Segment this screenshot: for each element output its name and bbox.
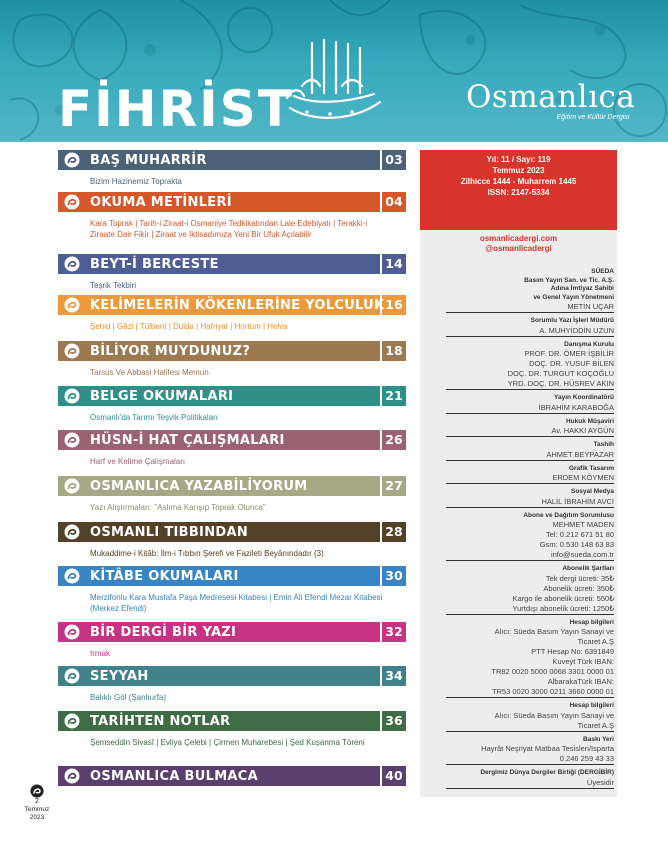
masthead-heading: Grafik Tasarım bbox=[568, 464, 614, 472]
section-title: BİR DERGİ BİR YAZI bbox=[90, 624, 237, 640]
masthead-value: İBRAHİM KARABOĞA bbox=[446, 403, 614, 414]
masthead-value: METİN UÇAR bbox=[446, 302, 614, 313]
masthead-heading: Sorumlu Yazı İşleri Müdürü bbox=[530, 317, 614, 324]
issue-number: Yıl: 11 / Sayı: 119 bbox=[486, 155, 551, 164]
magazine-logo-icon bbox=[64, 713, 80, 729]
toc-entry[interactable] bbox=[58, 386, 406, 423]
section-subtitle: Merzifonlu Kara Mustafa Paşa Medresesi Kitabesi | Emin Ali Efendi Mezar Kitabesi (Merkez Efendi) bbox=[90, 593, 383, 613]
section-subtitle: Şehid | Gâzi | Tülbent | Dulda | Hafriyat | Hortum | Helva bbox=[90, 322, 288, 331]
masthead-block bbox=[446, 736, 614, 766]
section-title: KELİMELERİN KÖKENLERİNE YOLCULUK bbox=[90, 297, 385, 313]
section-title: HÜSN-İ HAT ÇALIŞMALARI bbox=[90, 432, 285, 448]
toc-entry[interactable] bbox=[58, 476, 406, 513]
masthead-value: ERDEM KÖYMEN bbox=[446, 473, 614, 484]
toc-section-bar[interactable] bbox=[58, 192, 406, 212]
issn: ISSN: 2147-5334 bbox=[487, 188, 550, 197]
brand-name: Osmanlıca bbox=[466, 79, 636, 115]
toc-section-bar[interactable] bbox=[58, 566, 406, 586]
masthead-block bbox=[446, 512, 614, 562]
section-page-number: 03 bbox=[382, 150, 406, 170]
masthead-block bbox=[446, 702, 614, 732]
toc-entry[interactable] bbox=[58, 666, 406, 703]
website-link[interactable]: osmanlicadergi.com bbox=[479, 234, 558, 243]
section-title: OSMANLICA YAZABİLİYORUM bbox=[90, 478, 308, 494]
section-page-number: 18 bbox=[382, 341, 406, 361]
toc-entry[interactable] bbox=[58, 430, 406, 467]
masthead-value: TR53 0020 3000 0211 3660 0000 01 bbox=[446, 687, 614, 698]
section-page-number: 36 bbox=[382, 711, 406, 731]
masthead-value: PTT Hesap No: 6391849 bbox=[531, 647, 614, 656]
masthead-value: MEHMET MADEN bbox=[552, 520, 614, 529]
section-subtitle: Teşrik Tekbiri bbox=[90, 281, 137, 290]
toc-entry[interactable] bbox=[58, 711, 406, 748]
section-page-number: 16 bbox=[382, 295, 406, 315]
toc-section-bar[interactable] bbox=[58, 522, 406, 542]
masthead-value: TR82 0020 5000 0068 3301 0000 01 bbox=[491, 667, 614, 676]
masthead-value: DOÇ. DR. YUSUF BİLEN bbox=[529, 359, 614, 368]
masthead-heading: Basım Yayın San. ve Tic. A.Ş. bbox=[524, 276, 614, 284]
toc-section-bar[interactable] bbox=[58, 666, 406, 686]
section-subtitle: Kara Toprak | Tarih-i Ziraat-i Osmaniye Tedkikatından Lale Edebiyatı | Terakki-i Ziraate Dair Fikir | Ziraat ve İktisadımıza Yeni Bir Ufuk Açılabilir bbox=[90, 219, 368, 239]
toc-section-bar[interactable] bbox=[58, 766, 406, 786]
social-links bbox=[420, 230, 617, 254]
masthead-heading: Hesap bilgileri bbox=[569, 702, 614, 709]
section-subtitle: Balıklı Göl (Şanlıurfa) bbox=[90, 693, 167, 702]
toc-entry[interactable] bbox=[58, 254, 406, 291]
info-sidebar bbox=[420, 150, 617, 797]
magazine-logo-icon bbox=[64, 343, 80, 359]
section-title: BEYT-İ BERCESTE bbox=[90, 256, 219, 272]
masthead bbox=[446, 268, 614, 793]
masthead-heading: Abone ve Dağıtım Sorumlusu bbox=[523, 511, 614, 519]
masthead-heading: Hukuk Müşaviri bbox=[565, 417, 614, 425]
magazine-logo-icon bbox=[30, 784, 44, 798]
section-title: BAŞ MUHARRİR bbox=[90, 152, 207, 168]
masthead-heading: Yayın Koordinatörü bbox=[554, 394, 614, 401]
section-subtitle: Osmanlı'da Tarımı Teşvik Politikaları bbox=[90, 413, 218, 422]
toc-section-bar[interactable] bbox=[58, 622, 406, 642]
brand-logo bbox=[466, 79, 636, 121]
masthead-value: Alıcı: Süeda Basım Yayın Sanayi ve bbox=[494, 627, 614, 636]
magazine-logo-icon bbox=[64, 768, 80, 784]
section-page-number: 40 bbox=[382, 766, 406, 786]
masthead-heading: Sosyal Medya bbox=[571, 488, 614, 495]
masthead-value: 0.246 259 43 33 bbox=[446, 754, 614, 765]
masthead-value: A. MUHYİDDİN UZUN bbox=[446, 326, 614, 337]
toc-entry[interactable] bbox=[58, 150, 406, 187]
section-subtitle: Yazı Alıştırmaları: "Aslıma Karışıp Toprak Olunca" bbox=[90, 503, 266, 512]
toc-entry[interactable] bbox=[58, 522, 406, 559]
magazine-logo-icon bbox=[64, 152, 80, 168]
magazine-logo-icon bbox=[64, 256, 80, 272]
section-subtitle: Irmak bbox=[90, 649, 110, 658]
toc-section-bar[interactable] bbox=[58, 341, 406, 361]
header-banner bbox=[0, 0, 668, 142]
brand-tagline: Eğitim ve Kültür Dergisi bbox=[556, 114, 630, 121]
section-subtitle: Harf ve Kelime Çalışmaları bbox=[90, 457, 186, 466]
masthead-value: DOÇ. DR. TURGUT KOÇOĞLU bbox=[507, 369, 614, 378]
social-handle[interactable]: @osmanlicadergi bbox=[485, 244, 552, 253]
section-page-number: 34 bbox=[382, 666, 406, 686]
issue-info-box bbox=[420, 150, 617, 230]
section-title: SEYYAH bbox=[90, 668, 149, 684]
toc-entry[interactable] bbox=[58, 566, 406, 614]
magazine-logo-icon bbox=[64, 624, 80, 640]
masthead-value: Abonelik ücreti: 350₺ bbox=[543, 583, 614, 593]
masthead-heading: Adına İmtiyaz Sahibi bbox=[550, 285, 614, 292]
masthead-block bbox=[446, 465, 614, 485]
masthead-heading: SÜEDA bbox=[591, 268, 614, 275]
masthead-value: AlbarakaTürk IBAN: bbox=[547, 677, 614, 686]
masthead-value: AHMET BEYPAZAR bbox=[446, 450, 614, 461]
toc-section-bar[interactable] bbox=[58, 476, 406, 496]
section-subtitle: Mukaddime-i Kitâb: İlm-i Tıbbın Şerefi ve Fazileti Beyânındadır (3) bbox=[90, 549, 324, 558]
masthead-heading: Danışma Kurulu bbox=[564, 340, 614, 348]
page-footer bbox=[18, 784, 56, 821]
issue-month: Temmuz 2023 bbox=[492, 166, 545, 175]
section-title: OKUMA METİNLERİ bbox=[90, 194, 232, 210]
masthead-value: HALİL İBRAHİM AVCI bbox=[446, 497, 614, 508]
masthead-value: Alıcı: Süeda Basım Yayın Sanayi ve bbox=[494, 710, 614, 720]
masthead-value: Ticaret A.Ş bbox=[577, 637, 614, 646]
section-title: TARİHTEN NOTLAR bbox=[90, 713, 231, 729]
section-title: OSMANLI TIBBINDAN bbox=[90, 524, 249, 540]
magazine-logo-icon bbox=[64, 478, 80, 494]
toc-section-bar[interactable] bbox=[58, 150, 406, 170]
masthead-block bbox=[446, 268, 614, 313]
section-title: BELGE OKUMALARI bbox=[90, 388, 234, 404]
page-number: 2 bbox=[35, 798, 39, 805]
masthead-value: YRD. DOÇ. DR. HÜSREV AKIN bbox=[446, 379, 614, 390]
page-title: FİHRİST bbox=[58, 80, 294, 138]
toc-entry[interactable] bbox=[58, 295, 406, 332]
toc-entry[interactable] bbox=[58, 766, 406, 792]
magazine-logo-icon bbox=[64, 568, 80, 584]
masthead-value: Üyesidir bbox=[446, 778, 614, 789]
magazine-logo-icon bbox=[64, 388, 80, 404]
masthead-block bbox=[446, 394, 614, 414]
toc-entry[interactable] bbox=[58, 192, 406, 240]
basmala-calligraphy-icon bbox=[282, 38, 388, 126]
masthead-value: Yurtdışı abonelik ücreti: 1250₺ bbox=[446, 604, 614, 615]
masthead-heading: Hesap bilgileri bbox=[569, 618, 614, 626]
issue-hijri-date: Zilhicce 1444 - Muharrem 1445 bbox=[460, 177, 577, 186]
masthead-heading: Baskı Yeri bbox=[583, 735, 614, 743]
masthead-heading: Tashih bbox=[593, 441, 614, 448]
section-page-number: 26 bbox=[382, 430, 406, 450]
masthead-block bbox=[446, 619, 614, 699]
masthead-value: Av. HAKKI AYGÜN bbox=[446, 426, 614, 437]
masthead-block bbox=[446, 441, 614, 461]
section-title: KİTÂBE OKUMALARI bbox=[90, 568, 239, 584]
magazine-logo-icon bbox=[64, 524, 80, 540]
toc-section-bar[interactable] bbox=[58, 430, 406, 450]
magazine-logo-icon bbox=[64, 432, 80, 448]
masthead-value: Tek dergi ücreti: 35₺ bbox=[545, 573, 614, 583]
masthead-block bbox=[446, 317, 614, 337]
toc-section-bar[interactable] bbox=[58, 295, 406, 315]
masthead-block bbox=[446, 488, 614, 508]
masthead-value: info@sueda.com.tr bbox=[446, 550, 614, 561]
section-subtitle: Bizim Hazinemiz Toprakta bbox=[90, 177, 182, 186]
section-page-number: 32 bbox=[382, 622, 406, 642]
section-page-number: 28 bbox=[382, 522, 406, 542]
section-page-number: 21 bbox=[382, 386, 406, 406]
masthead-value: Ticaret A.Ş bbox=[446, 721, 614, 732]
masthead-block bbox=[446, 418, 614, 438]
masthead-heading: Dergimiz Dünya Dergiler Birliği (DERGİBİR) bbox=[480, 769, 614, 776]
section-subtitle: Şemseddin Sivasî | Evliya Çelebi | Çirmen Muharebesi | Şed Kuşanma Töreni bbox=[90, 738, 365, 747]
masthead-value: Gsm: 0.530 148 63 83 bbox=[539, 540, 614, 549]
magazine-logo-icon bbox=[64, 194, 80, 210]
masthead-block bbox=[446, 341, 614, 391]
masthead-value: Kargo ile abonelik ücreti: 550₺ bbox=[512, 593, 614, 603]
section-page-number: 27 bbox=[382, 476, 406, 496]
toc-entry[interactable] bbox=[58, 622, 406, 659]
section-page-number: 30 bbox=[382, 566, 406, 586]
toc-section-bar[interactable] bbox=[58, 254, 406, 274]
magazine-logo-icon bbox=[64, 297, 80, 313]
masthead-heading: ve Genel Yayın Yönetmeni bbox=[533, 293, 614, 301]
section-page-number: 04 bbox=[382, 192, 406, 212]
masthead-value: Hayrât Neşriyat Matbaa Tesisleri/Isparta bbox=[481, 744, 614, 753]
toc-entry[interactable] bbox=[58, 341, 406, 378]
section-title: OSMANLICA BULMACA bbox=[90, 768, 258, 784]
masthead-value: Tel: 0.212 671 51 80 bbox=[546, 530, 614, 539]
toc-section-bar[interactable] bbox=[58, 711, 406, 731]
masthead-heading: Abonelik Şartları bbox=[562, 565, 614, 572]
toc-section-bar[interactable] bbox=[58, 386, 406, 406]
masthead-value: PROF. DR. ÖMER İŞBİLİR bbox=[524, 349, 614, 358]
masthead-block bbox=[446, 769, 614, 789]
section-subtitle: Tarsus Ve Abbasi Halifesi Memun bbox=[90, 368, 209, 377]
footer-date: Temmuz 2023 bbox=[24, 806, 50, 821]
magazine-logo-icon bbox=[64, 668, 80, 684]
masthead-value: Kuveyt Türk IBAN: bbox=[552, 657, 614, 666]
section-title: BİLİYOR MUYDUNUZ? bbox=[90, 343, 251, 359]
masthead-block bbox=[446, 565, 614, 615]
section-page-number: 14 bbox=[382, 254, 406, 274]
